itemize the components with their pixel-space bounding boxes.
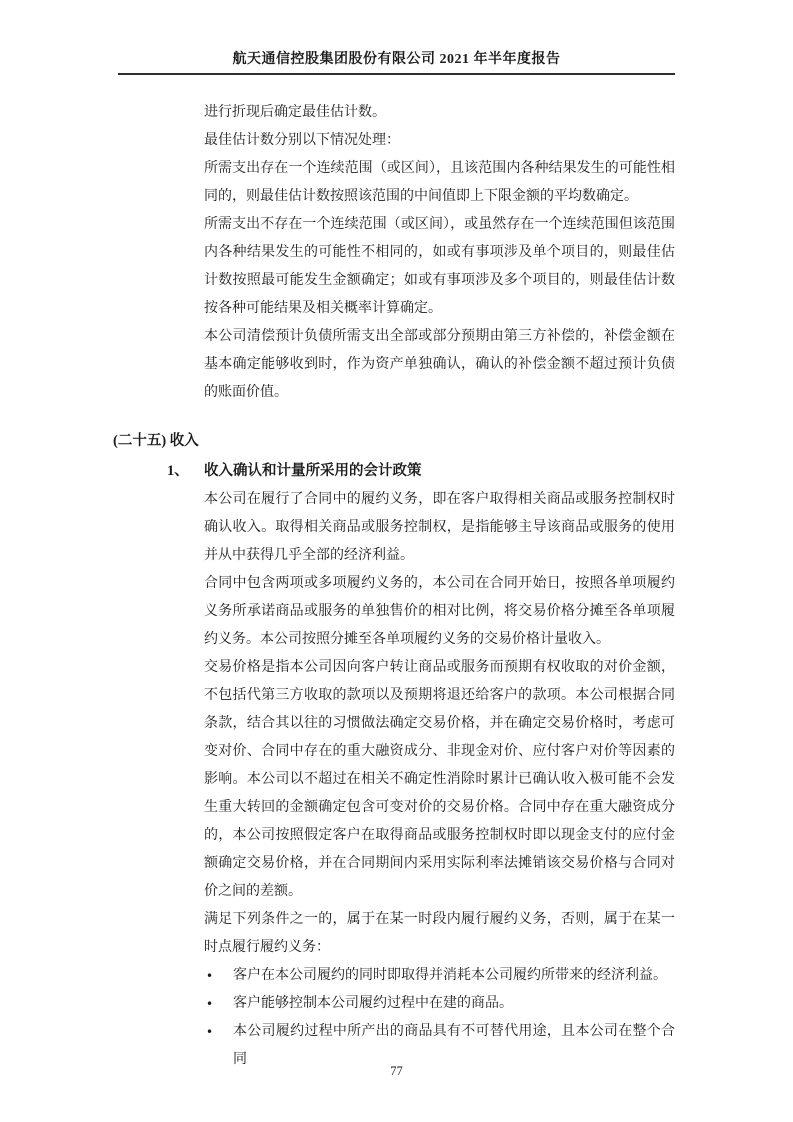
list-item bbox=[204, 962, 675, 990]
subsection-title: 收入确认和计量所采用的会计政策 bbox=[204, 463, 422, 479]
report-header-title: 航天通信控股集团股份有限公司 2021 年半年度报告 bbox=[232, 52, 561, 67]
provision-paragraph: 所需支出不存在一个连续范围（或区间），或虽然存在一个连续范围但该范围内各种结果发生的可能性不相同的，如或有事项涉及单个项目的，则最佳估计数按照最可能发生金额确定；如或有事项涉及多个项目的，则最佳估计数按各种可能结果及相关概率计算确定。 bbox=[204, 217, 675, 316]
section-heading-revenue: (二十五) 收入 bbox=[113, 433, 199, 449]
revenue-paragraph: 满足下列条件之一的，属于在某一时段内履行履约义务，否则，属于在某一时点履行履约义务： bbox=[204, 912, 675, 955]
document-body bbox=[113, 99, 675, 1074]
bullet-icon: • bbox=[206, 997, 214, 1011]
bullet-text: 客户在本公司履约的同时即取得并消耗本公司履约所带来的经济利益。 bbox=[233, 968, 667, 983]
provision-paragraph: 进行折现后确定最佳估计数。 bbox=[204, 105, 386, 120]
revenue-paragraph: 交易价格是指本公司因向客户转让商品或服务而预期有权收取的对价金额，不包括代第三方收取的款项以及预期将退还给客户的款项。本公司根据合同条款，结合其以往的习惯做法确定交易价格，并在确定交易价格时，考虑可变对价、合同中存在的重大融资成分、非现金对价、应付客户对价等因素的影响。本公司以不超过在相关不确定性消除时累计已确认收入极可能不会发生重大转回的金额确定包含可变对价的交易价格。合同中存在重大融资成分的，本公司按照假定客户在取得商品或服务控制权时即以现金支付的应付金额确定交易价格，并在合同期间内采用实际利率法摊销该交易价格与合同对价之间的差额。 bbox=[204, 660, 675, 899]
revenue-paragraph: 本公司在履行了合同中的履约义务，即在客户取得相关商品或服务控制权时确认收入。取得相关商品或服务控制权，是指能够主导该商品或服务的使用并从中获得几乎全部的经济利益。 bbox=[204, 492, 675, 563]
list-item bbox=[204, 990, 675, 1018]
page-footer bbox=[0, 1064, 793, 1079]
criteria-bullet-list bbox=[204, 962, 675, 1074]
bullet-icon: • bbox=[206, 969, 214, 983]
subsection-heading-accounting-policy bbox=[167, 456, 675, 486]
revenue-paragraph: 合同中包含两项或多项履约义务的，本公司在合同开始日，按照各单项履约义务所承诺商品或服务的单独售价的相对比例，将交易价格分摊至各单项履约义务。本公司按照分摊至各单项履约义务的交易价格计量收入。 bbox=[204, 576, 675, 647]
subsection-number: 1、 bbox=[167, 463, 189, 479]
provision-paragraph: 所需支出存在一个连续范围（或区间），且该范围内各种结果发生的可能性相同的，则最佳估计数按照该范围的中间值即上下限金额的平均数确定。 bbox=[204, 161, 675, 204]
header-rule bbox=[118, 73, 675, 75]
bullet-text: 本公司履约过程中所产出的商品具有不可替代用途，且本公司在整个合同 bbox=[233, 1024, 675, 1067]
bullet-text: 客户能够控制本公司履约过程中在建的商品。 bbox=[233, 996, 513, 1011]
provision-paragraph: 本公司清偿预计负债所需支出全部或部分预期由第三方补偿的，补偿金额在基本确定能够收到时，作为资产单独确认，确认的补偿金额不超过预计负债的账面价值。 bbox=[204, 329, 675, 400]
bullet-icon: • bbox=[206, 1025, 214, 1039]
provision-paragraph: 最佳估计数分别以下情况处理： bbox=[204, 133, 400, 148]
page-number: 77 bbox=[390, 1064, 403, 1078]
